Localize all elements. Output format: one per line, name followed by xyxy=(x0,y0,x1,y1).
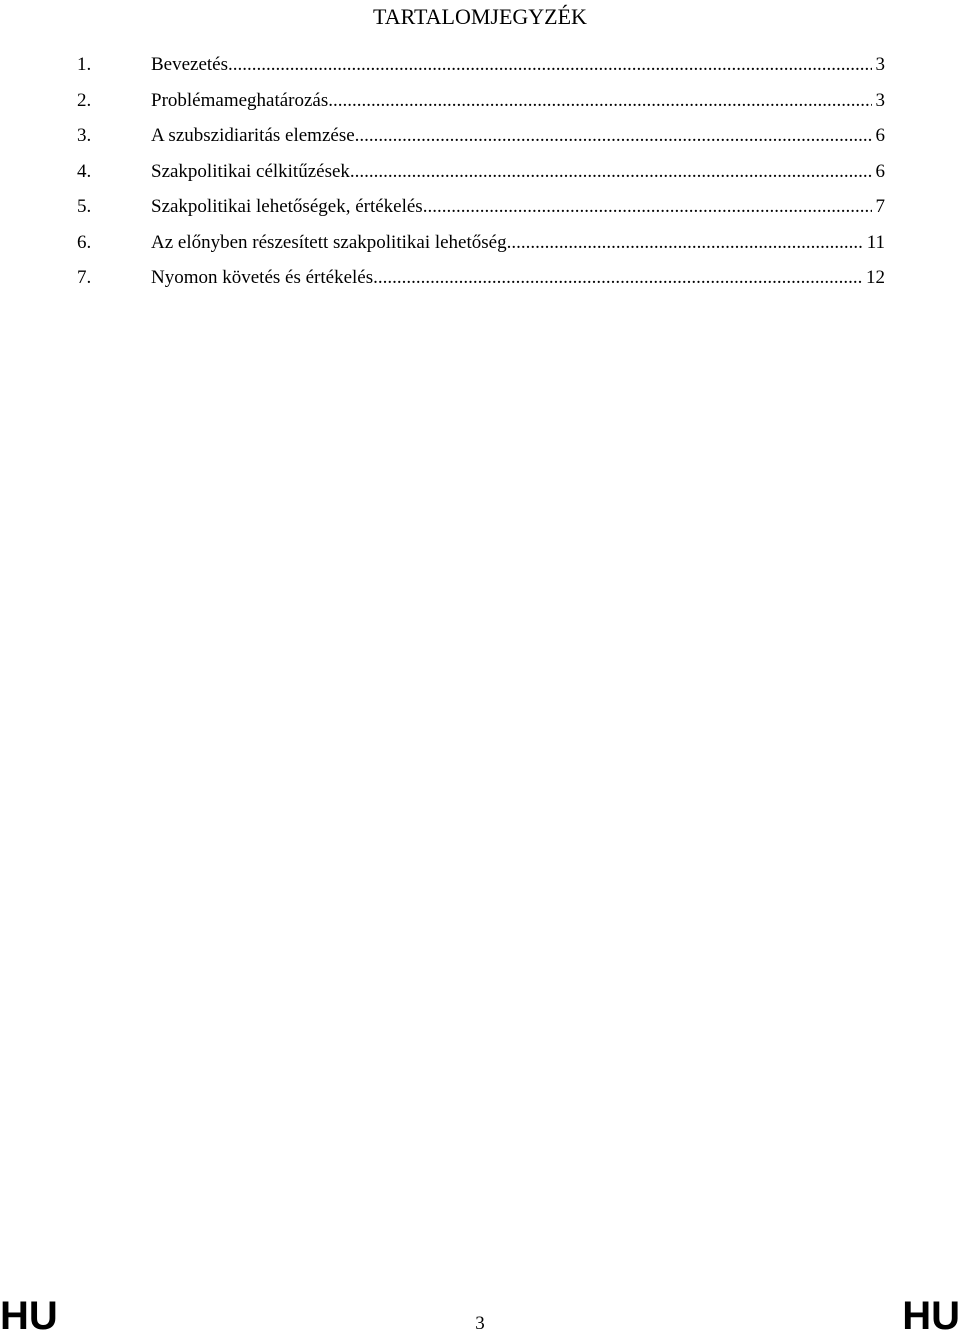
toc-entry-number: 2. xyxy=(77,89,92,111)
toc-entry-label: Nyomon követés és értékelés xyxy=(151,267,374,288)
toc-entry-number: 3. xyxy=(77,125,92,146)
toc-dot-leader xyxy=(350,159,872,185)
toc-entry-label: Bevezetés xyxy=(151,54,229,75)
toc-entry[interactable] xyxy=(77,88,885,124)
toc-entry-page: 7 xyxy=(875,196,885,217)
toc-dot-leader xyxy=(355,123,872,149)
table-of-contents xyxy=(77,52,885,301)
toc-entry-page: 6 xyxy=(875,125,885,146)
toc-entry-number: 5. xyxy=(77,196,92,217)
toc-entry[interactable] xyxy=(77,52,885,88)
toc-dot-leader xyxy=(507,230,863,256)
toc-entry-page: 11 xyxy=(866,231,885,253)
footer-language-code-right: HU xyxy=(902,1294,960,1338)
toc-dot-leader xyxy=(328,88,871,114)
toc-entry[interactable] xyxy=(77,265,885,301)
toc-entry[interactable] xyxy=(77,194,885,230)
toc-entry-label: Az előnyben részesített szakpolitikai lehetőség xyxy=(151,231,507,253)
toc-entry-label: Szakpolitikai célkitűzések xyxy=(151,160,350,182)
toc-entry-page: 3 xyxy=(875,54,885,75)
toc-dot-leader xyxy=(423,194,872,220)
toc-entry[interactable] xyxy=(77,123,885,159)
toc-entry-number: 6. xyxy=(77,231,92,253)
page-title: TARTALOMJEGYZÉK xyxy=(373,4,587,29)
toc-entry-page: 12 xyxy=(866,267,885,288)
toc-entry-page: 3 xyxy=(875,89,885,111)
toc-entry-number: 7. xyxy=(77,267,92,288)
toc-entry-page: 6 xyxy=(875,160,885,182)
toc-entry-label: Problémameghatározás xyxy=(151,89,329,111)
footer-language-code-left: HU xyxy=(0,1294,58,1338)
footer-page-number: 3 xyxy=(475,1313,485,1334)
toc-entry[interactable] xyxy=(77,159,885,195)
toc-entry[interactable] xyxy=(77,230,885,266)
toc-entry-number: 1. xyxy=(77,54,92,75)
toc-entry-label: Szakpolitikai lehetőségek, értékelés xyxy=(151,196,423,217)
toc-entry-number: 4. xyxy=(77,160,92,182)
toc-dot-leader xyxy=(228,52,871,78)
toc-entry-label: A szubszidiaritás elemzése xyxy=(151,125,355,146)
toc-dot-leader xyxy=(373,265,862,291)
